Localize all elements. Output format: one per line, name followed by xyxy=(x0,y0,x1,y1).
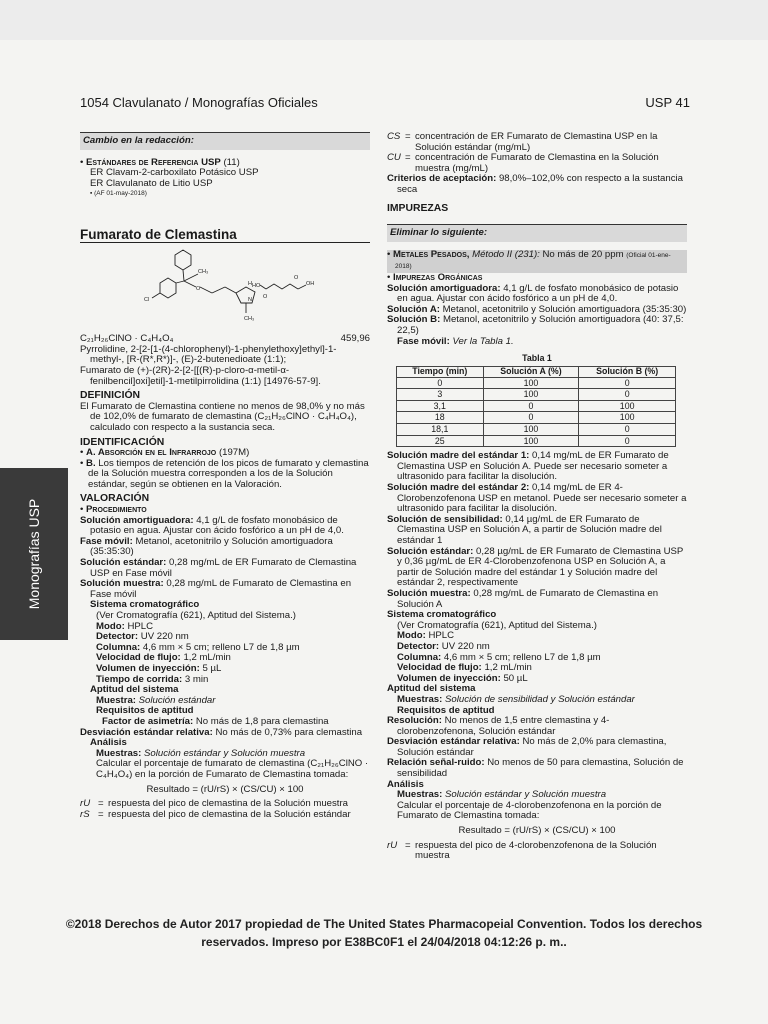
copyright-footer xyxy=(0,915,768,951)
imp-buffer-solution: Solución amortiguadora: 4,1 g/L de fosfato monobásico de potasio en agua. Ajustar con ácido fosfórico a un pH de 4,0. xyxy=(387,282,679,305)
svg-text:H: H xyxy=(248,280,252,287)
svg-text:O: O xyxy=(263,293,268,300)
standard-solution: Solución estándar: 0,28 mg/mL de ER Fumarato de Clemastina USP en Fase móvil xyxy=(80,557,357,579)
footer-line-2: reservados. Impreso por E38BC0F1 el 24/04/2018 04:12:26 p. m.. xyxy=(201,935,567,949)
run-time: Tiempo de corrida: 3 min xyxy=(96,673,209,685)
imp-def-ru: rU = respuesta del pico de 4-clorobenzofenona de la Solución muestra xyxy=(387,839,657,862)
left-column xyxy=(80,132,370,820)
table-row xyxy=(397,412,676,424)
table-cell: 100 xyxy=(579,412,676,424)
table-cell: 100 xyxy=(483,424,579,436)
sample-solution: Solución muestra: 0,28 mg/mL de Fumarato de Clemastina en Fase móvil xyxy=(80,578,352,600)
svg-text:N: N xyxy=(248,296,252,303)
impurities-head: IMPUREZAS xyxy=(387,202,449,214)
table-cell: 0 xyxy=(483,400,579,412)
change-banner: Cambio en la redacción: xyxy=(80,132,370,150)
molecular-formula: C₂₁H₂₆ClNO · C₄H₄O₄ xyxy=(80,333,174,345)
imp-mobile-phase: Fase móvil: Ver la Tabla 1. xyxy=(397,335,514,347)
table-cell: 18,1 xyxy=(397,424,484,436)
flow-rate: Velocidad de flujo: 1,2 mL/min xyxy=(96,652,231,664)
acceptance-criteria: Criterios de aceptación: 98,0%–102,0% con respecto a la sustancia seca xyxy=(387,173,683,195)
chromatographic-system-ref: (Ver Cromatografía (621), Aptitud del Sistema.) xyxy=(96,610,296,621)
chemical-structure xyxy=(80,243,370,331)
running-header-left: 1054 Clavulanato / Monografías Oficiales xyxy=(80,95,318,110)
imp-suitability-requirements-head: Requisitos de aptitud xyxy=(397,704,495,716)
imp-sample-solution: Solución muestra: 0,28 mg/mL de Fumarato de Clemastina en Solución A xyxy=(387,587,659,610)
def-cu: CU = concentración de Fumarato de Clemastina en la Solución muestra (mg/mL) xyxy=(387,152,659,174)
footer-line-1: ©2018 Derechos de Autor 2017 propiedad de The United States Pharmacopeial Convention. Todos los derechos xyxy=(65,917,703,931)
pyrrolidine-ring xyxy=(236,287,255,303)
running-header-right: USP 41 xyxy=(645,95,690,110)
imp-mode: Modo: HPLC xyxy=(397,630,455,642)
table-cell: 18 xyxy=(397,412,484,424)
system-suitability-head: Aptitud del sistema xyxy=(90,684,179,696)
molecular-weight: 459,96 xyxy=(340,333,370,345)
table-row xyxy=(397,400,676,412)
tailing-factor: Factor de asimetría: No más de 1,8 para clemastina xyxy=(102,715,329,727)
table-cell: 0 xyxy=(579,435,676,447)
table-cell: 0 xyxy=(579,424,676,436)
std-ref-2: ER Clavulanato de Litio USP xyxy=(90,177,213,189)
table-header-cell: Tiempo (min) xyxy=(397,366,484,377)
definition-text: El Fumarato de Clemastina contiene no menos de 98,0% y no más de 102,0% de fumarato de clemastina (C₂₁H₂₆ClNO · C₄H₄O₄), calculado con respecto a la sustancia seca. xyxy=(80,400,365,433)
table-cell: 100 xyxy=(483,389,579,401)
resolution-requirement: Resolución: No menos de 1,5 entre clemastina y 4-clorobenzofenona, Solución estándar xyxy=(387,715,610,737)
imp-standard-solution: Solución estándar: 0,28 µg/mL de ER Fumarato de Clemastina USP y 0,36 µg/mL de ER 4-Clorobenzofenona USP en Solución A, a partir de Solución madre del estándar 1 y Solución madre del estándar 2, respectivamente xyxy=(387,545,684,589)
ident-a: • A. Absorción en el Infrarrojo (197M) xyxy=(80,447,250,459)
chlorophenyl-ring xyxy=(160,278,176,298)
svg-text:CH₃: CH₃ xyxy=(244,315,255,322)
standard-stock-2: Solución madre del estándar 2: 0,14 mg/mL de ER 4-Clorobenzofenona USP en metanol. Puede ser necesario someter a ultrasonido para facilitar la disolución. xyxy=(387,482,687,515)
gradient-table xyxy=(396,366,676,448)
solution-a: Solución A: Metanol, acetonitrilo y Solución amortiguadora (35:35:30) xyxy=(387,303,687,315)
organic-impurities-head: • Impurezas Orgánicas xyxy=(387,271,483,283)
chem-name-2: Fumarato de (+)-(2R)-2-[2-[[(R)-p-cloro-α-metil-α-fenilbencil]oxi]etil]-1-metilpirrolidina (1:1) [14976-57-9]. xyxy=(80,364,321,387)
analysis-samples: Muestras: Solución estándar y Solución muestra xyxy=(96,747,306,759)
svg-text:OH: OH xyxy=(306,280,315,287)
side-tab-label: Monografías USP xyxy=(26,498,42,610)
imp-calculation-text: Calcular el porcentaje de 4-clorobenzofenona en la porción de Fumarato de Clemastina tomada: xyxy=(397,799,662,822)
table-caption: Tabla 1 xyxy=(522,353,552,364)
imp-chromatographic-system-ref: (Ver Cromatografía (621), Aptitud del Sistema.) xyxy=(397,619,597,631)
table-cell: 0 xyxy=(483,412,579,424)
sensitivity-solution: Solución de sensibilidad: 0,14 µg/mL de ER Fumarato de Clemastina USP en Solución A, a partir de Solución madre del estándar 1 xyxy=(387,513,662,546)
calculation-text: Calcular el porcentaje de fumarato de clemastina (C₂₁H₂₆ClNO · C₄H₄O₄) en la porción de Fumarato de Clemastina tomada: xyxy=(96,758,369,780)
delete-banner: Eliminar lo siguiente: xyxy=(387,224,687,242)
definition-head: DEFINICIÓN xyxy=(80,390,141,402)
table-cell: 0 xyxy=(579,389,676,401)
analysis-head: Análisis xyxy=(90,737,127,749)
table-header-cell: Solución B (%) xyxy=(579,366,676,377)
imp-injection-volume: Volumen de inyección: 50 µL xyxy=(397,672,528,684)
svg-text:CH₃: CH₃ xyxy=(198,268,209,275)
table-cell: 100 xyxy=(483,435,579,447)
injection-volume: Volumen de inyección: 5 µL xyxy=(96,662,222,674)
imp-system-suitability-head: Aptitud del sistema xyxy=(387,683,476,695)
std-ref-note: ▪ (AF 01-may-2018) xyxy=(90,190,147,198)
imp-column: Columna: 4,6 mm × 5 cm; relleno L7 de 1,8 µm xyxy=(397,651,601,663)
table-cell: 100 xyxy=(483,377,579,389)
std-ref-head: Estándares de Referencia USP xyxy=(86,156,221,168)
suitability-sample: Muestra: Solución estándar xyxy=(96,694,216,706)
assay-head: VALORACIÓN xyxy=(80,493,150,505)
mobile-phase: Fase móvil: Metanol, acetonitrilo y Solución amortiguadora (35:35:30) xyxy=(80,535,333,558)
def-ru: rU = respuesta del pico de clemastina de la Solución muestra xyxy=(80,798,348,810)
imp-detector: Detector: UV 220 nm xyxy=(397,640,490,652)
imp-flow-rate: Velocidad de flujo: 1,2 mL/min xyxy=(397,662,532,674)
std-ref-num: (11) xyxy=(223,156,240,168)
table-header-row xyxy=(397,366,676,377)
imp-suitability-samples: Muestras: Solución de sensibilidad y Solución estándar xyxy=(397,693,635,705)
table-cell: 0 xyxy=(579,377,676,389)
imp-analysis-head: Análisis xyxy=(387,778,424,790)
monograph-side-tab xyxy=(0,468,68,640)
table-row xyxy=(397,377,676,389)
table-cell: 3,1 xyxy=(397,400,484,412)
suitability-requirements-head: Requisitos de aptitud xyxy=(96,705,194,717)
rsd-requirement: Desviación estándar relativa: No más de 0,73% para clemastina xyxy=(80,726,363,738)
buffer-solution: Solución amortiguadora: 4,1 g/L de fosfato monobásico de potasio en agua. Ajustar con ácido fosfórico a un pH de 4,0. xyxy=(80,514,344,537)
table-header-cell: Solución A (%) xyxy=(483,366,579,377)
svg-text:HO: HO xyxy=(252,282,261,289)
chem-name-1: Pyrrolidine, 2-[2-[1-(4-chlorophenyl)-1-phenylethoxy]ethyl]-1-methyl-, [R-(R*,R*)]-, (E)-2-butenedioate (1:1); xyxy=(80,343,337,366)
def-rs: rS = respuesta del pico de clemastina de la Solución estándar xyxy=(80,808,351,820)
table-row xyxy=(397,389,676,401)
imp-chromatographic-system-head: Sistema cromatográfico xyxy=(387,609,497,621)
result-formula: Resultado = (rU/rS) × (CS/CU) × 100 xyxy=(146,783,304,795)
detector: Detector: UV 220 nm xyxy=(96,631,189,643)
def-cs: CS = concentración de ER Fumarato de Clemastina USP en la Solución estándar (mg/mL) xyxy=(387,131,658,153)
std-ref-block: • Estándares de Referencia USP (11) xyxy=(80,156,240,168)
svg-text:O: O xyxy=(294,274,299,281)
procedure-head: • Procedimiento xyxy=(80,504,147,516)
table-cell: 100 xyxy=(579,400,676,412)
signal-noise-requirement: Relación señal-ruido: No menos de 50 para clemastina, Solución de sensibilidad xyxy=(387,757,684,780)
ident-b: • B. Los tiempos de retención de los picos de fumarato y clemastina de la Solución muestra corresponden a los de la Solución estándar, según se obtienen en la Valoración. xyxy=(80,457,369,490)
imp-result-formula: Resultado = (rU/rS) × (CS/CU) × 100 xyxy=(458,825,616,837)
imp-analysis-samples: Muestras: Solución estándar y Solución muestra xyxy=(397,789,607,801)
table-cell: 25 xyxy=(397,435,484,447)
phenyl-ring xyxy=(175,250,191,270)
mode: Modo: HPLC xyxy=(96,620,154,632)
svg-text:Cl: Cl xyxy=(144,296,150,303)
identification-head: IDENTIFICACIÓN xyxy=(80,436,165,448)
imp-rsd-requirement: Desviación estándar relativa: No más de 2,0% para clemastina, Solución estándar xyxy=(387,736,667,758)
standard-stock-1: Solución madre del estándar 1: 0,14 mg/mL de ER Fumarato de Clemastina USP en Solución A. Puede ser necesario someter a ultrasonido para facilitar la disolución. xyxy=(387,450,669,483)
heavy-metals: • Metales Pesados, Método II (231): No más de 20 ppm (Oficial 01-ene-2018) xyxy=(387,250,687,273)
table-row xyxy=(397,424,676,436)
column: Columna: 4,6 mm × 5 cm; relleno L7 de 1,8 µm xyxy=(96,641,300,653)
svg-text:O: O xyxy=(196,285,201,292)
solution-b: Solución B: Metanol, acetonitrilo y Solución amortiguadora (40: 37,5: 22,5) xyxy=(387,314,684,336)
std-ref-1: ER Clavam-2-carboxilato Potásico USP xyxy=(90,167,259,179)
chromatographic-system-head: Sistema cromatográfico xyxy=(90,599,200,611)
table-cell: 3 xyxy=(397,389,484,401)
table-row xyxy=(397,435,676,447)
right-column xyxy=(387,132,687,862)
monograph-title: Fumarato de Clemastina xyxy=(80,230,370,243)
table-cell: 0 xyxy=(397,377,484,389)
